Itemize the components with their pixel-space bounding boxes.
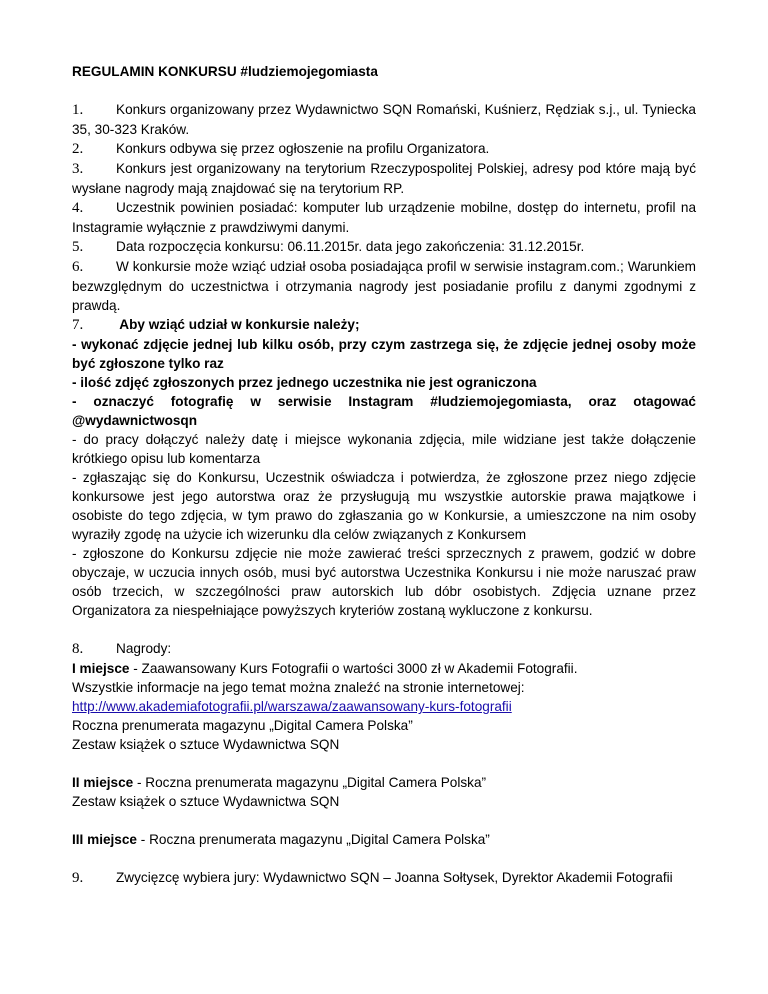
rule-4-number: 4. [72,200,84,216]
akademia-fotografii-link[interactable]: http://www.akademiafotografii.pl/warszawa/zaawansowany-kurs-fotografii [72,699,512,714]
rule-9-text: Zwycięzcę wybiera jury: Wydawnictwo SQN – Joanna Sołtysek, Dyrektor Akademii Fotografii [116,870,673,885]
rule-8-number: 8. [72,641,84,657]
prize-info-text: Wszystkie informacje na jego temat można znaleźć na stronie internetowej: [72,680,525,695]
document-title: REGULAMIN KONKURSU #ludziemojegomiasta [72,64,378,79]
prize-second-text: - Roczna prenumerata magazynu „Digital Camera Polska” [133,775,487,790]
rule-3-number: 3. [72,161,84,177]
prize-second-extra: Zestaw książek o sztuce Wydawnictwa SQN [72,794,340,809]
rule-6-number: 6. [72,259,84,275]
rule-7-tag-line: - oznaczyć fotografię w serwisie Instagram #ludziemojegomiasta, oraz otagować [72,394,696,409]
rule-7-point: - do pracy dołączyć należy datę i miejsce wykonania zdjęcia, mile widziane jest także dołączenie krótkiego opisu lub komentarza [72,432,696,466]
prize-third [72,830,696,849]
rule-7-heading-text: Aby wziąć udział w konkursie należy; [116,317,360,332]
rule-7-tag-handle: @wydawnictwosqn [72,413,198,428]
document-page [72,62,696,888]
rule-5-number: 5. [72,239,84,255]
rule-7-point: - ilość zdjęć zgłoszonych przez jednego uczestnika nie jest ograniczona [72,375,537,390]
prize-first-text: - Zaawansowany Kurs Fotografii o wartości 3000 zł w Akademii Fotografii. [129,661,578,676]
rule-2 [72,139,696,159]
rule-5 [72,237,696,257]
rule-5-text: Data rozpoczęcia konkursu: 06.11.2015r. data jego zakończenia: 31.12.2015r. [116,239,585,254]
prize-third-label: III miejsce [72,832,137,847]
prize-first [72,659,696,678]
rule-8-heading-text: Nagrody: [116,641,172,656]
prize-second-label: II miejsce [72,775,134,790]
rule-8-heading [72,639,696,659]
rule-7-heading [72,315,696,335]
rule-6-text: W konkursie może wziąć udział osoba posiadająca profil w serwisie instagram.com.; Warunkiem bezwzględnym do uczestnictwa i otrzymania nagrody jest posiadanie profilu z danymi zgodnymi z prawdą. [72,259,696,313]
rule-7-point: - wykonać zdjęcie jednej lub kilku osób, przy czym zastrzega się, że zdjęcie jednej osoby może być zgłoszone tylko raz [72,337,696,371]
rule-6 [72,257,696,315]
prize-third-text: - Roczna prenumerata magazynu „Digital Camera Polska” [137,832,490,847]
prize-first-extra: Roczna prenumerata magazynu „Digital Camera Polska” [72,718,413,733]
prize-second [72,773,696,792]
rule-3 [72,159,696,198]
rule-9-number: 9. [72,870,84,886]
prize-first-label: I miejsce [72,661,130,676]
rule-1-number: 1. [72,102,84,118]
rule-7-point: - zgłoszone do Konkursu zdjęcie nie może zawierać treści sprzecznych z prawem, godzić w dobre obyczaje, w uczucia innych osób, musi być autorstwa Uczestnika Konkursu i nie może naruszać praw osób trzecich, w szczególności praw autorskich lub dóbr osobistych. Zdjęcia uznane przez Organizatora za niespełniające powyższych kryteriów zostaną wykluczone z konkursu. [72,546,696,618]
rule-3-text: Konkurs jest organizowany na terytorium Rzeczypospolitej Polskiej, adresy pod które mają być wysłane nagrody mają znajdować się na terytorium RP. [72,161,696,196]
rule-7-number: 7. [72,317,84,333]
rule-4-text: Uczestnik powinien posiadać: komputer lub urządzenie mobilne, dostęp do internetu, profil na Instagramie wyłącznie z prawdziwymi danymi. [72,200,696,235]
rule-1-text: Konkurs organizowany przez Wydawnictwo SQN Romański, Kuśnierz, Rędziak s.j., ul. Tyniecka 35, 30-323 Kraków. [72,102,696,137]
rule-2-number: 2. [72,141,84,157]
rule-2-text: Konkurs odbywa się przez ogłoszenie na profilu Organizatora. [116,141,490,156]
rule-9 [72,868,696,888]
prize-first-extra: Zestaw książek o sztuce Wydawnictwa SQN [72,737,340,752]
rule-4 [72,198,696,237]
rule-1 [72,100,696,139]
rule-7-point: - zgłaszając się do Konkursu, Uczestnik oświadcza i potwierdza, że zgłoszone przez niego zdjęcie konkursowe jest jego autorstwa oraz że przysługują mu wszystkie autorskie prawa majątkowe i osobiste do tego zdjęcia, w tym prawo do zgłaszania go w Konkursie, a umieszczone na nim osoby wyraziły zgodę na użycie ich wizerunku dla celów związanych z Konkursem [72,470,696,542]
